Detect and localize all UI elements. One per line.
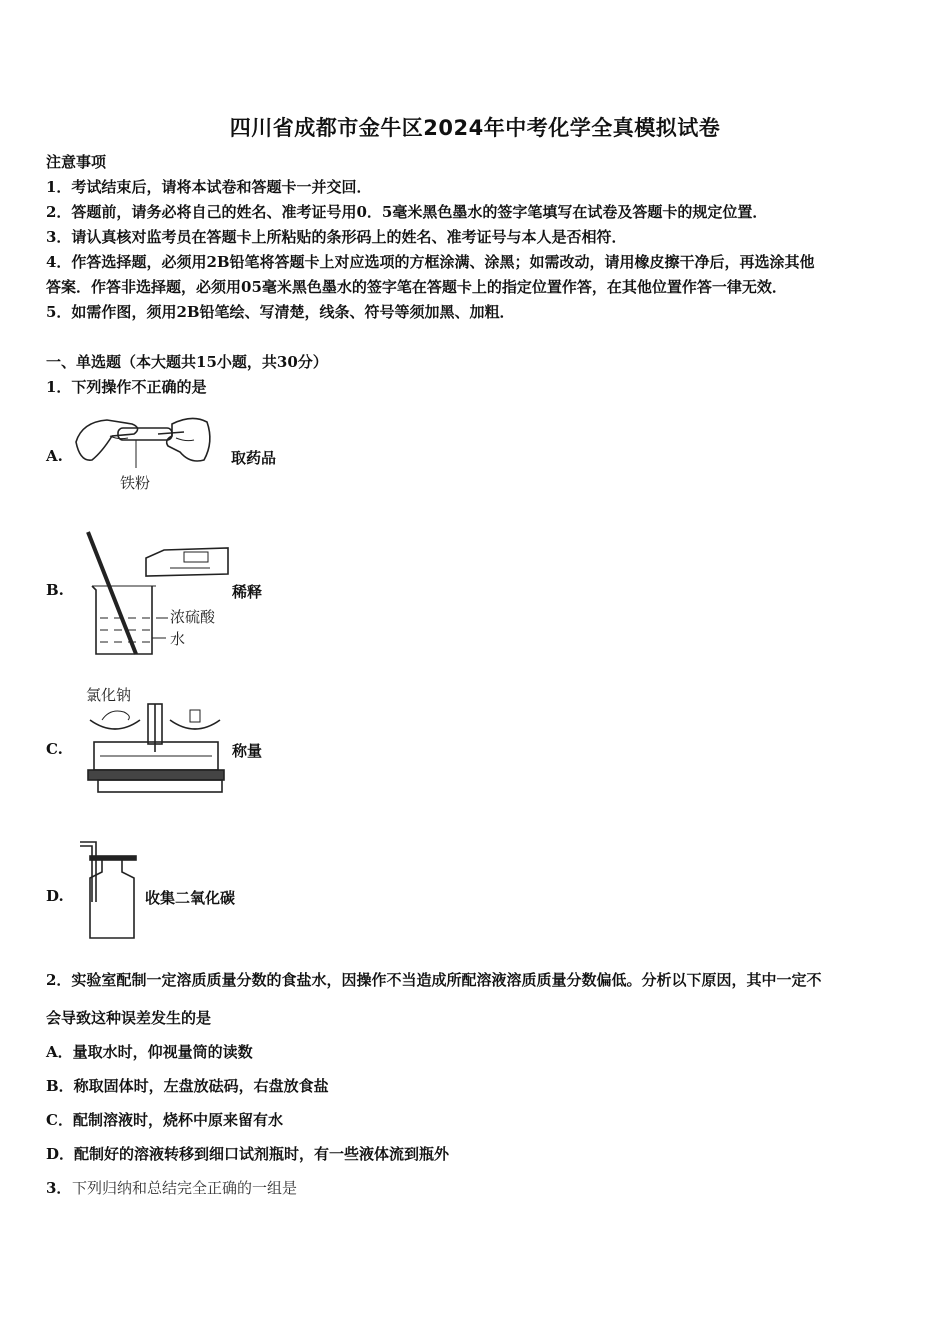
q1-option-c-letter: C. xyxy=(46,740,63,758)
q2-option-a: A．量取水时，仰视量筒的读数 xyxy=(46,1043,253,1061)
test-tube-powder-figure xyxy=(72,412,217,494)
notice-heading: 注意事项 xyxy=(46,153,107,171)
notice-item: 答案．作答非选择题，必须用05毫米黑色墨水的签字笔在答题卡上的指定位置作答，在其他位置作答一律无效． xyxy=(46,278,787,296)
section-heading: 一、单选题（本大题共15小题，共30分） xyxy=(46,353,328,371)
sodium-chloride-label: 氯化钠 xyxy=(86,686,132,704)
question-2-stem-line2: 会导致这种误差发生的是 xyxy=(46,1009,212,1027)
notice-item: 1．考试结束后，请将本试卷和答题卡一并交回． xyxy=(46,178,372,196)
gas-collection-bottle-figure xyxy=(78,836,140,942)
sulfuric-acid-label: 浓硫酸 xyxy=(170,608,216,626)
q1-option-a-label: 取药品 xyxy=(231,449,277,467)
q1-option-b-label: 稀释 xyxy=(232,583,263,601)
q2-option-c: C．配制溶液时，烧杯中原来留有水 xyxy=(46,1111,283,1129)
question-1-stem: 1．下列操作不正确的是 xyxy=(46,378,207,396)
q2-option-d: D．配制好的溶液转移到细口试剂瓶时，有一些液体流到瓶外 xyxy=(46,1145,450,1163)
iron-powder-label: 铁粉 xyxy=(120,474,151,492)
q1-option-b-letter: B. xyxy=(46,581,64,599)
balance-figure xyxy=(80,682,230,798)
notice-item: 4．作答选择题，必须用2B铅笔将答题卡上对应选项的方框涂满、涂黑；如需改动，请用橡皮擦干净后，再选涂其他 xyxy=(46,253,815,271)
notice-item: 3．请认真核对监考员在答题卡上所粘贴的条形码上的姓名、准考证号与本人是否相符． xyxy=(46,228,627,246)
q2-option-b: B．称取固体时，左盘放砝码，右盘放食盐 xyxy=(46,1077,329,1095)
question-3-number: 3． xyxy=(46,1179,72,1197)
q1-option-d-letter: D. xyxy=(46,887,64,905)
page-title: 四川省成都市金牛区2024年中考化学全真模拟试卷 xyxy=(229,116,721,140)
q1-option-c-label: 称量 xyxy=(232,742,263,760)
dilution-figure xyxy=(80,528,240,663)
question-3-stem: 下列归纳和总结完全正确的一组是 xyxy=(72,1179,298,1197)
q1-option-d-label: 收集二氧化碳 xyxy=(145,889,236,907)
q1-option-a-letter: A. xyxy=(46,447,63,465)
notice-item: 2．答题前，请务必将自己的姓名、准考证号用0．5毫米黑色墨水的签字笔填写在试卷及答题卡的规定位置． xyxy=(46,203,768,221)
notice-item: 5．如需作图，须用2B铅笔绘、写清楚，线条、符号等须加黑、加粗． xyxy=(46,303,515,321)
question-2-stem-line1: 2．实验室配制一定溶质质量分数的食盐水，因操作不当造成所配溶液溶质质量分数偏低。分析以下原因，其中一定不 xyxy=(46,971,822,989)
water-label: 水 xyxy=(170,630,186,648)
